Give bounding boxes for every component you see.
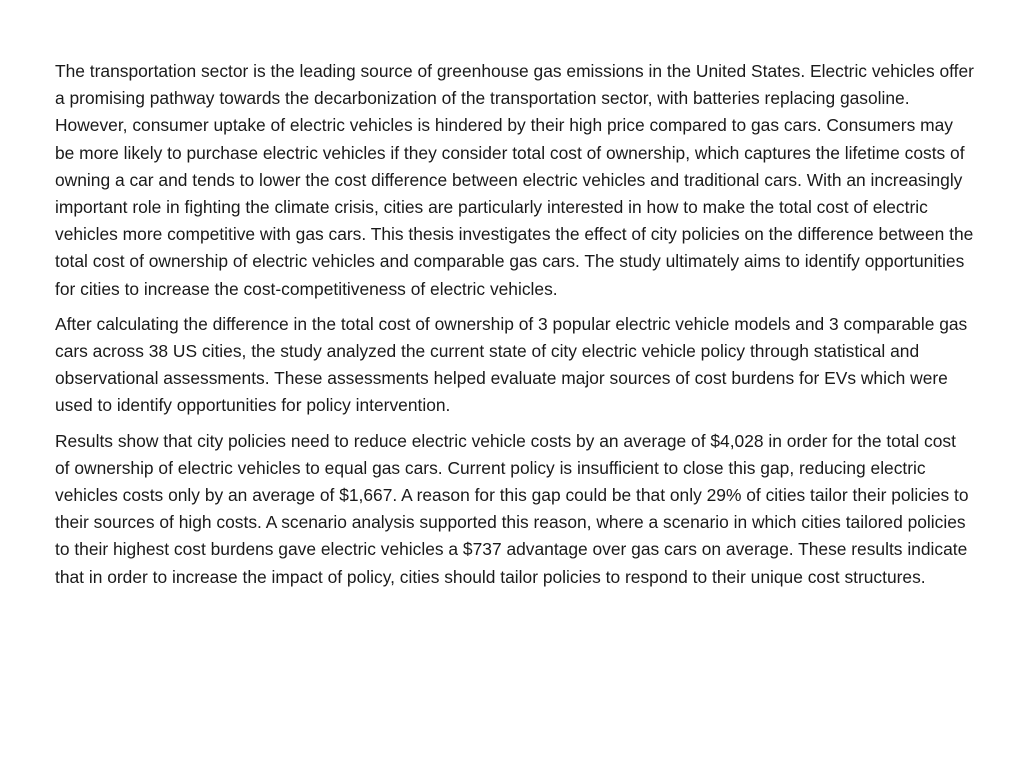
abstract-paragraph-2: After calculating the difference in the total cost of ownership of 3 popular electric vehicle models and 3 comparable gas cars across 38 US cities, the study analyzed the current state of city electric vehicle policy through statistical and observational assessments. These assessments helped evaluate major sources of cost burdens for EVs which were used to identify opportunities for policy intervention. xyxy=(55,313,968,416)
document-body xyxy=(55,58,975,599)
abstract-paragraph-3: Results show that city policies need to reduce electric vehicle costs by an average of $4,028 in order for the total cost of ownership of electric vehicles to equal gas cars. Current policy is insufficient to close this gap, reducing electric vehicles costs only by an average of $1,667. A reason for this gap could be that only 29% of cities tailor their policies to their sources of high costs. A scenario analysis supported this reason, where a scenario in which cities tailored policies to their highest cost burdens gave electric vehicles a $737 advantage over gas cars on average. These results indicate that in order to increase the impact of policy, cities should tailor policies to respond to their unique cost structures. xyxy=(55,430,969,587)
abstract-paragraph-1: The transportation sector is the leading source of greenhouse gas emissions in the United States. Electric vehicles offer a promising pathway towards the decarbonization of the transportation sector, with batteries replacing gasoline. However, consumer uptake of electric vehicles is hindered by their high price compared to gas cars. Consumers may be more likely to purchase electric vehicles if they consider total cost of ownership, which captures the lifetime costs of owning a car and tends to lower the cost difference between electric vehicles and traditional cars. With an increasingly important role in fighting the climate crisis, cities are particularly interested in how to make the total cost of electric vehicles more competitive with gas cars. This thesis investigates the effect of city policies on the difference between the total cost of ownership of electric vehicles and comparable gas cars. The study ultimately aims to identify opportunities for cities to increase the cost-competitiveness of electric vehicles. xyxy=(55,61,974,299)
